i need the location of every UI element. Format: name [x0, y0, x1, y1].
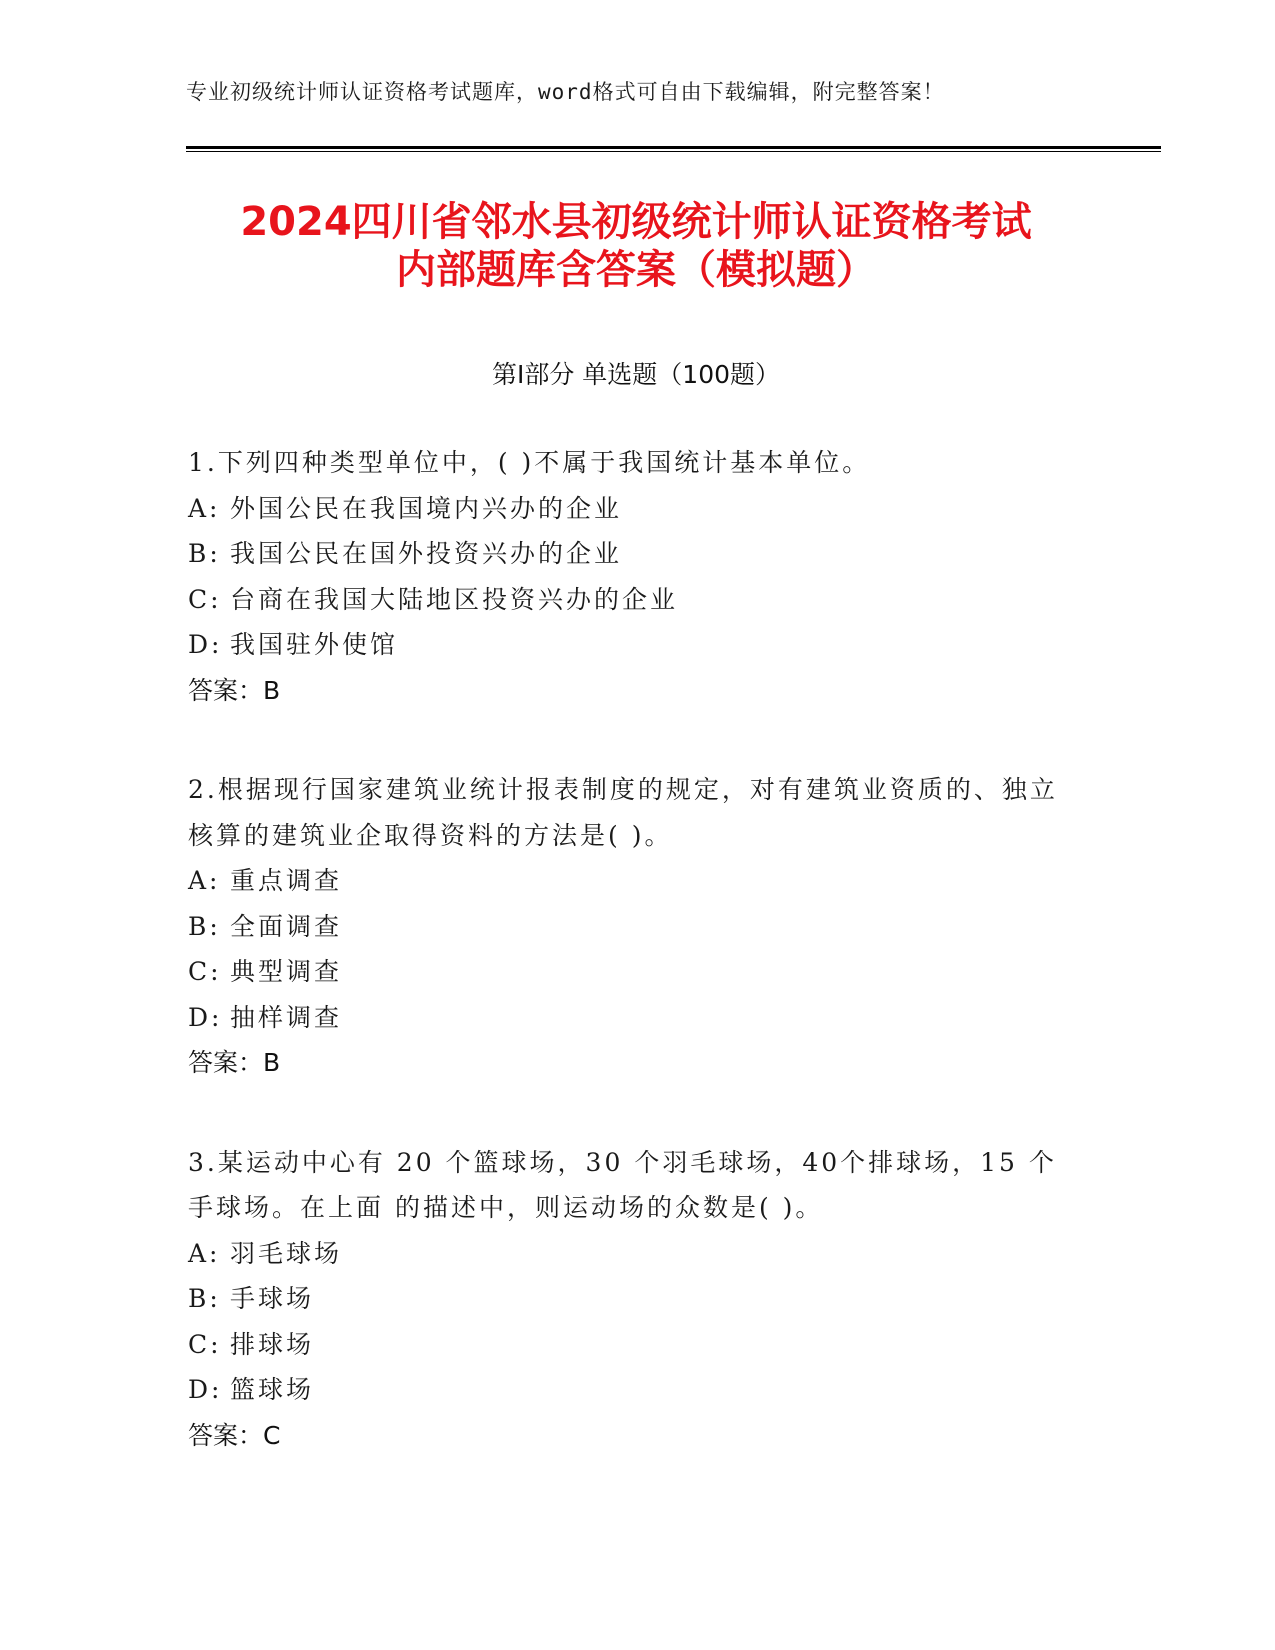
option-letter: B:: [188, 911, 221, 941]
option-letter: C:: [188, 584, 222, 614]
document-title-line2: 内部题库含答案（模拟题）: [396, 247, 876, 293]
option-c: [188, 949, 1088, 995]
option-text: 台商在我国大陆地区投资兴办的企业: [230, 584, 679, 614]
option-letter: A:: [188, 1238, 221, 1268]
option-letter: C:: [188, 1329, 222, 1359]
section-title: 第Ⅰ部分 单选题（100题）: [491, 360, 781, 389]
option-text: 手球场: [230, 1284, 315, 1313]
header-divider: [186, 146, 1161, 152]
answer: 答案：C: [188, 1420, 281, 1450]
question-stem: 2.根据现行国家建筑业统计报表制度的规定，对有建筑业资质的、独立核算的建筑业企取得资料的方法是( )。: [188, 775, 1058, 850]
option-c: [188, 1322, 1088, 1368]
option-c: [188, 577, 1088, 623]
answer: 答案：B: [188, 675, 281, 705]
option-letter: D:: [188, 1375, 223, 1404]
option-letter: C:: [188, 957, 222, 986]
header-divider-thick: [186, 146, 1161, 149]
option-text: 排球场: [230, 1329, 315, 1359]
option-text: 抽样调查: [230, 1002, 343, 1032]
option-d: [188, 1367, 1088, 1413]
option-letter: D:: [188, 630, 223, 659]
question-1: [188, 440, 1088, 713]
option-a: [188, 486, 1088, 532]
question-list: [188, 440, 1088, 1512]
question-stem: 3.某运动中心有 20 个篮球场，30 个羽毛球场，40个排球场，15 个手球场。在上面 的描述中，则运动场的众数是( )。: [188, 1147, 1057, 1222]
question-2: [188, 767, 1088, 1086]
document-title: [186, 198, 1086, 294]
option-text: 我国公民在国外投资兴办的企业: [230, 539, 623, 568]
option-a: [188, 1231, 1088, 1277]
document-title-line1: 2024四川省邻水县初级统计师认证资格考试: [240, 199, 1032, 245]
question-stem: 1.下列四种类型单位中，( )不属于我国统计基本单位。: [188, 448, 871, 477]
option-letter: A:: [188, 493, 221, 523]
header-divider-thin: [186, 151, 1161, 152]
option-text: 我国驻外使馆: [230, 630, 399, 659]
option-letter: B:: [188, 539, 221, 568]
option-text: 全面调查: [230, 911, 343, 941]
answer: 答案：B: [188, 1048, 281, 1077]
option-text: 篮球场: [230, 1375, 315, 1404]
option-letter: A:: [188, 866, 221, 895]
option-text: 典型调查: [230, 957, 343, 986]
question-3: [188, 1140, 1088, 1459]
header-note: 专业初级统计师认证资格考试题库，word格式可自由下载编辑，附完整答案！: [186, 80, 945, 104]
option-a: [188, 858, 1088, 904]
option-b: [188, 531, 1088, 577]
option-letter: B:: [188, 1284, 221, 1313]
option-text: 外国公民在我国境内兴办的企业: [230, 493, 623, 523]
option-text: 羽毛球场: [230, 1238, 343, 1268]
option-text: 重点调查: [230, 866, 343, 895]
option-d: [188, 622, 1088, 668]
option-letter: D:: [188, 1002, 223, 1032]
option-b: [188, 904, 1088, 950]
option-d: [188, 995, 1088, 1041]
option-b: [188, 1276, 1088, 1322]
